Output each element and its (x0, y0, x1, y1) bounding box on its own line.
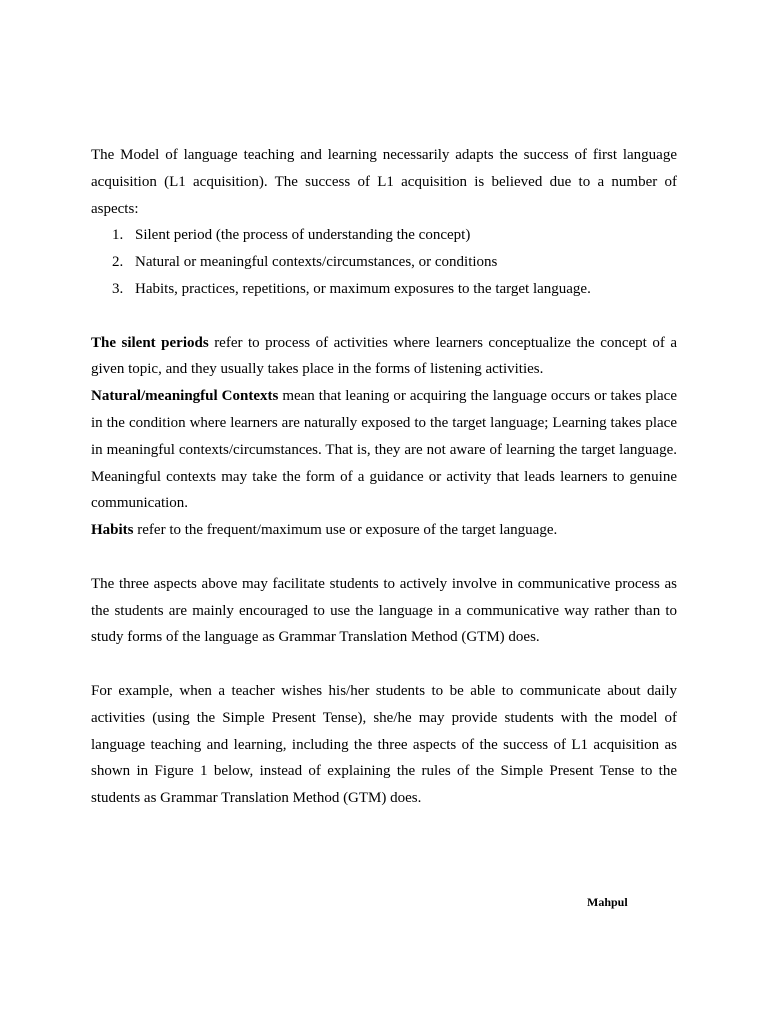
list-item-text: Silent period (the process of understanding the concept) (135, 227, 471, 244)
silent-periods-term: The silent periods (91, 334, 209, 351)
list-item (91, 276, 677, 303)
paragraph-spacer (91, 651, 677, 678)
three-aspects-paragraph: The three aspects above may facilitate students to actively involve in communicative process as the students are mainly encouraged to use the language in a communicative way rather than to study forms of the language as Grammar Translation Method (GTM) does. (91, 575, 677, 646)
natural-contexts-term: Natural/meaningful Contexts (91, 388, 279, 405)
natural-contexts-paragraph (91, 383, 677, 517)
natural-contexts-text: mean that leaning or acquiring the language occurs or takes place in the condition where learners are naturally exposed to the target language; Learning takes place in meaningful contexts/circumstances. That is, they are not aware of learning the target language. Meaningful contexts may take the form of a guidance or activity that leads learners to genuine communication. (91, 388, 677, 512)
document-body (91, 142, 677, 812)
example-paragraph: For example, when a teacher wishes his/her students to be able to communicate about daily activities (using the Simple Present Tense), she/he may provide students with the model of language teaching and learning, including the three aspects of the success of L1 acquisition as shown in Figure 1 below, instead of explaining the rules of the Simple Present Tense to the students as Grammar Translation Method (GTM) does. (91, 682, 677, 807)
habits-paragraph (91, 517, 677, 544)
author-signature: Mahpul (587, 895, 628, 909)
intro-paragraph: The Model of language teaching and learning necessarily adapts the success of first language acquisition (L1 acquisition). The success of L1 acquisition is believed due to a number of aspects: (91, 147, 677, 217)
list-item-number: 3. (112, 280, 124, 297)
habits-term: Habits (91, 522, 134, 539)
paragraph-spacer (91, 303, 677, 330)
aspects-list (91, 222, 677, 302)
list-item-text: Habits, practices, repetitions, or maximum exposures to the target language. (135, 280, 591, 297)
list-item-number: 1. (112, 227, 124, 244)
list-item (91, 222, 677, 249)
habits-text: refer to the frequent/maximum use or exposure of the target language. (133, 522, 558, 539)
silent-periods-text: refer to process of activities where learners conceptualize the concept of a given topic, and they usually takes place in the forms of listening activities. (91, 334, 677, 378)
list-item-number: 2. (112, 254, 124, 271)
paragraph-spacer (91, 544, 677, 571)
silent-periods-paragraph (91, 330, 677, 384)
list-item-text: Natural or meaningful contexts/circumstances, or conditions (135, 254, 498, 271)
list-item (91, 249, 677, 276)
